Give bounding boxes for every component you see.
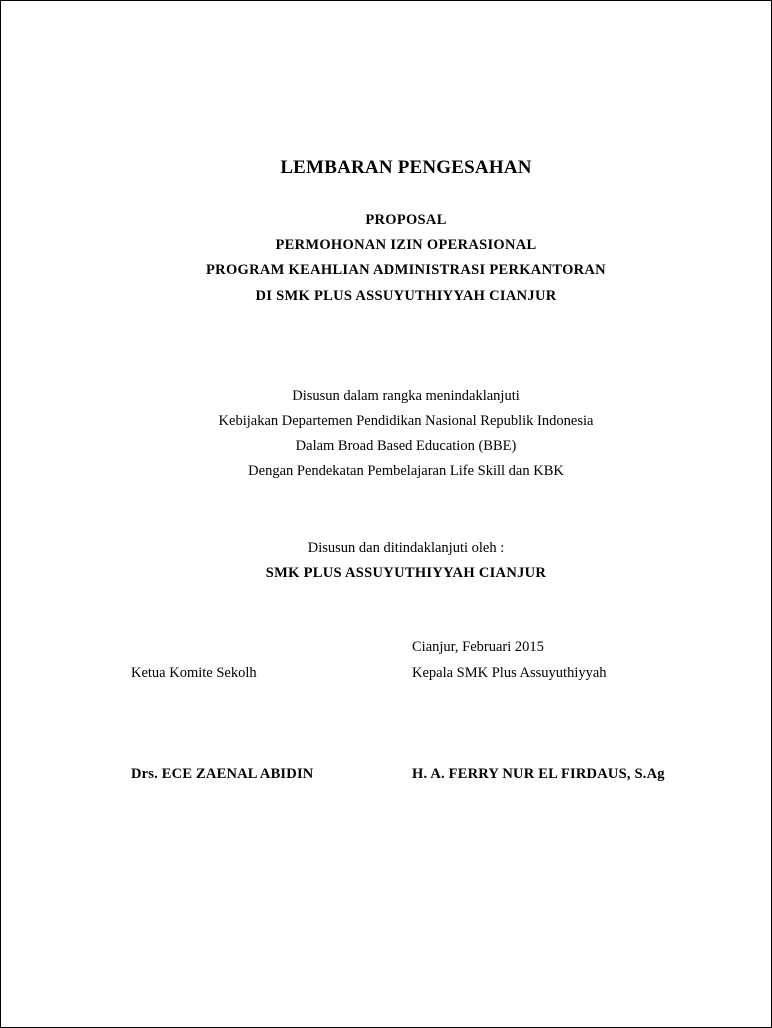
purpose-line-4: Dengan Pendekatan Pembelajaran Life Skill dan KBK	[248, 463, 564, 479]
document-title: LEMBARAN PENGESAHAN	[280, 157, 532, 178]
place-date: Cianjur, Februari 2015	[412, 639, 544, 655]
left-signatory-role: Ketua Komite Sekolh	[131, 665, 257, 681]
right-signatory-name: H. A. FERRY NUR EL FIRDAUS, S.Ag	[412, 766, 665, 782]
prepared-by-label: Disusun dan ditindaklanjuti oleh :	[307, 540, 505, 556]
proposal-line-2: PERMOHONAN IZIN OPERASIONAL	[275, 237, 537, 253]
right-signatory-role: Kepala SMK Plus Assuyuthiyyah	[412, 665, 607, 681]
proposal-line-3: PROGRAM KEAHLIAN ADMINISTRASI PERKANTORAN	[206, 262, 606, 278]
purpose-line-2: Kebijakan Departemen Pendidikan Nasional Republik Indonesia	[218, 413, 594, 429]
proposal-line-4: DI SMK PLUS ASSUYUTHIYYAH CIANJUR	[255, 288, 557, 304]
purpose-line-3: Dalam Broad Based Education (BBE)	[295, 438, 517, 454]
purpose-line-1: Disusun dalam rangka menindaklanjuti	[292, 388, 520, 404]
proposal-line-1: PROPOSAL	[365, 212, 447, 228]
left-signatory-name: Drs. ECE ZAENAL ABIDIN	[131, 766, 314, 782]
prepared-by-name: SMK PLUS ASSUYUTHIYYAH CIANJUR	[265, 565, 547, 581]
